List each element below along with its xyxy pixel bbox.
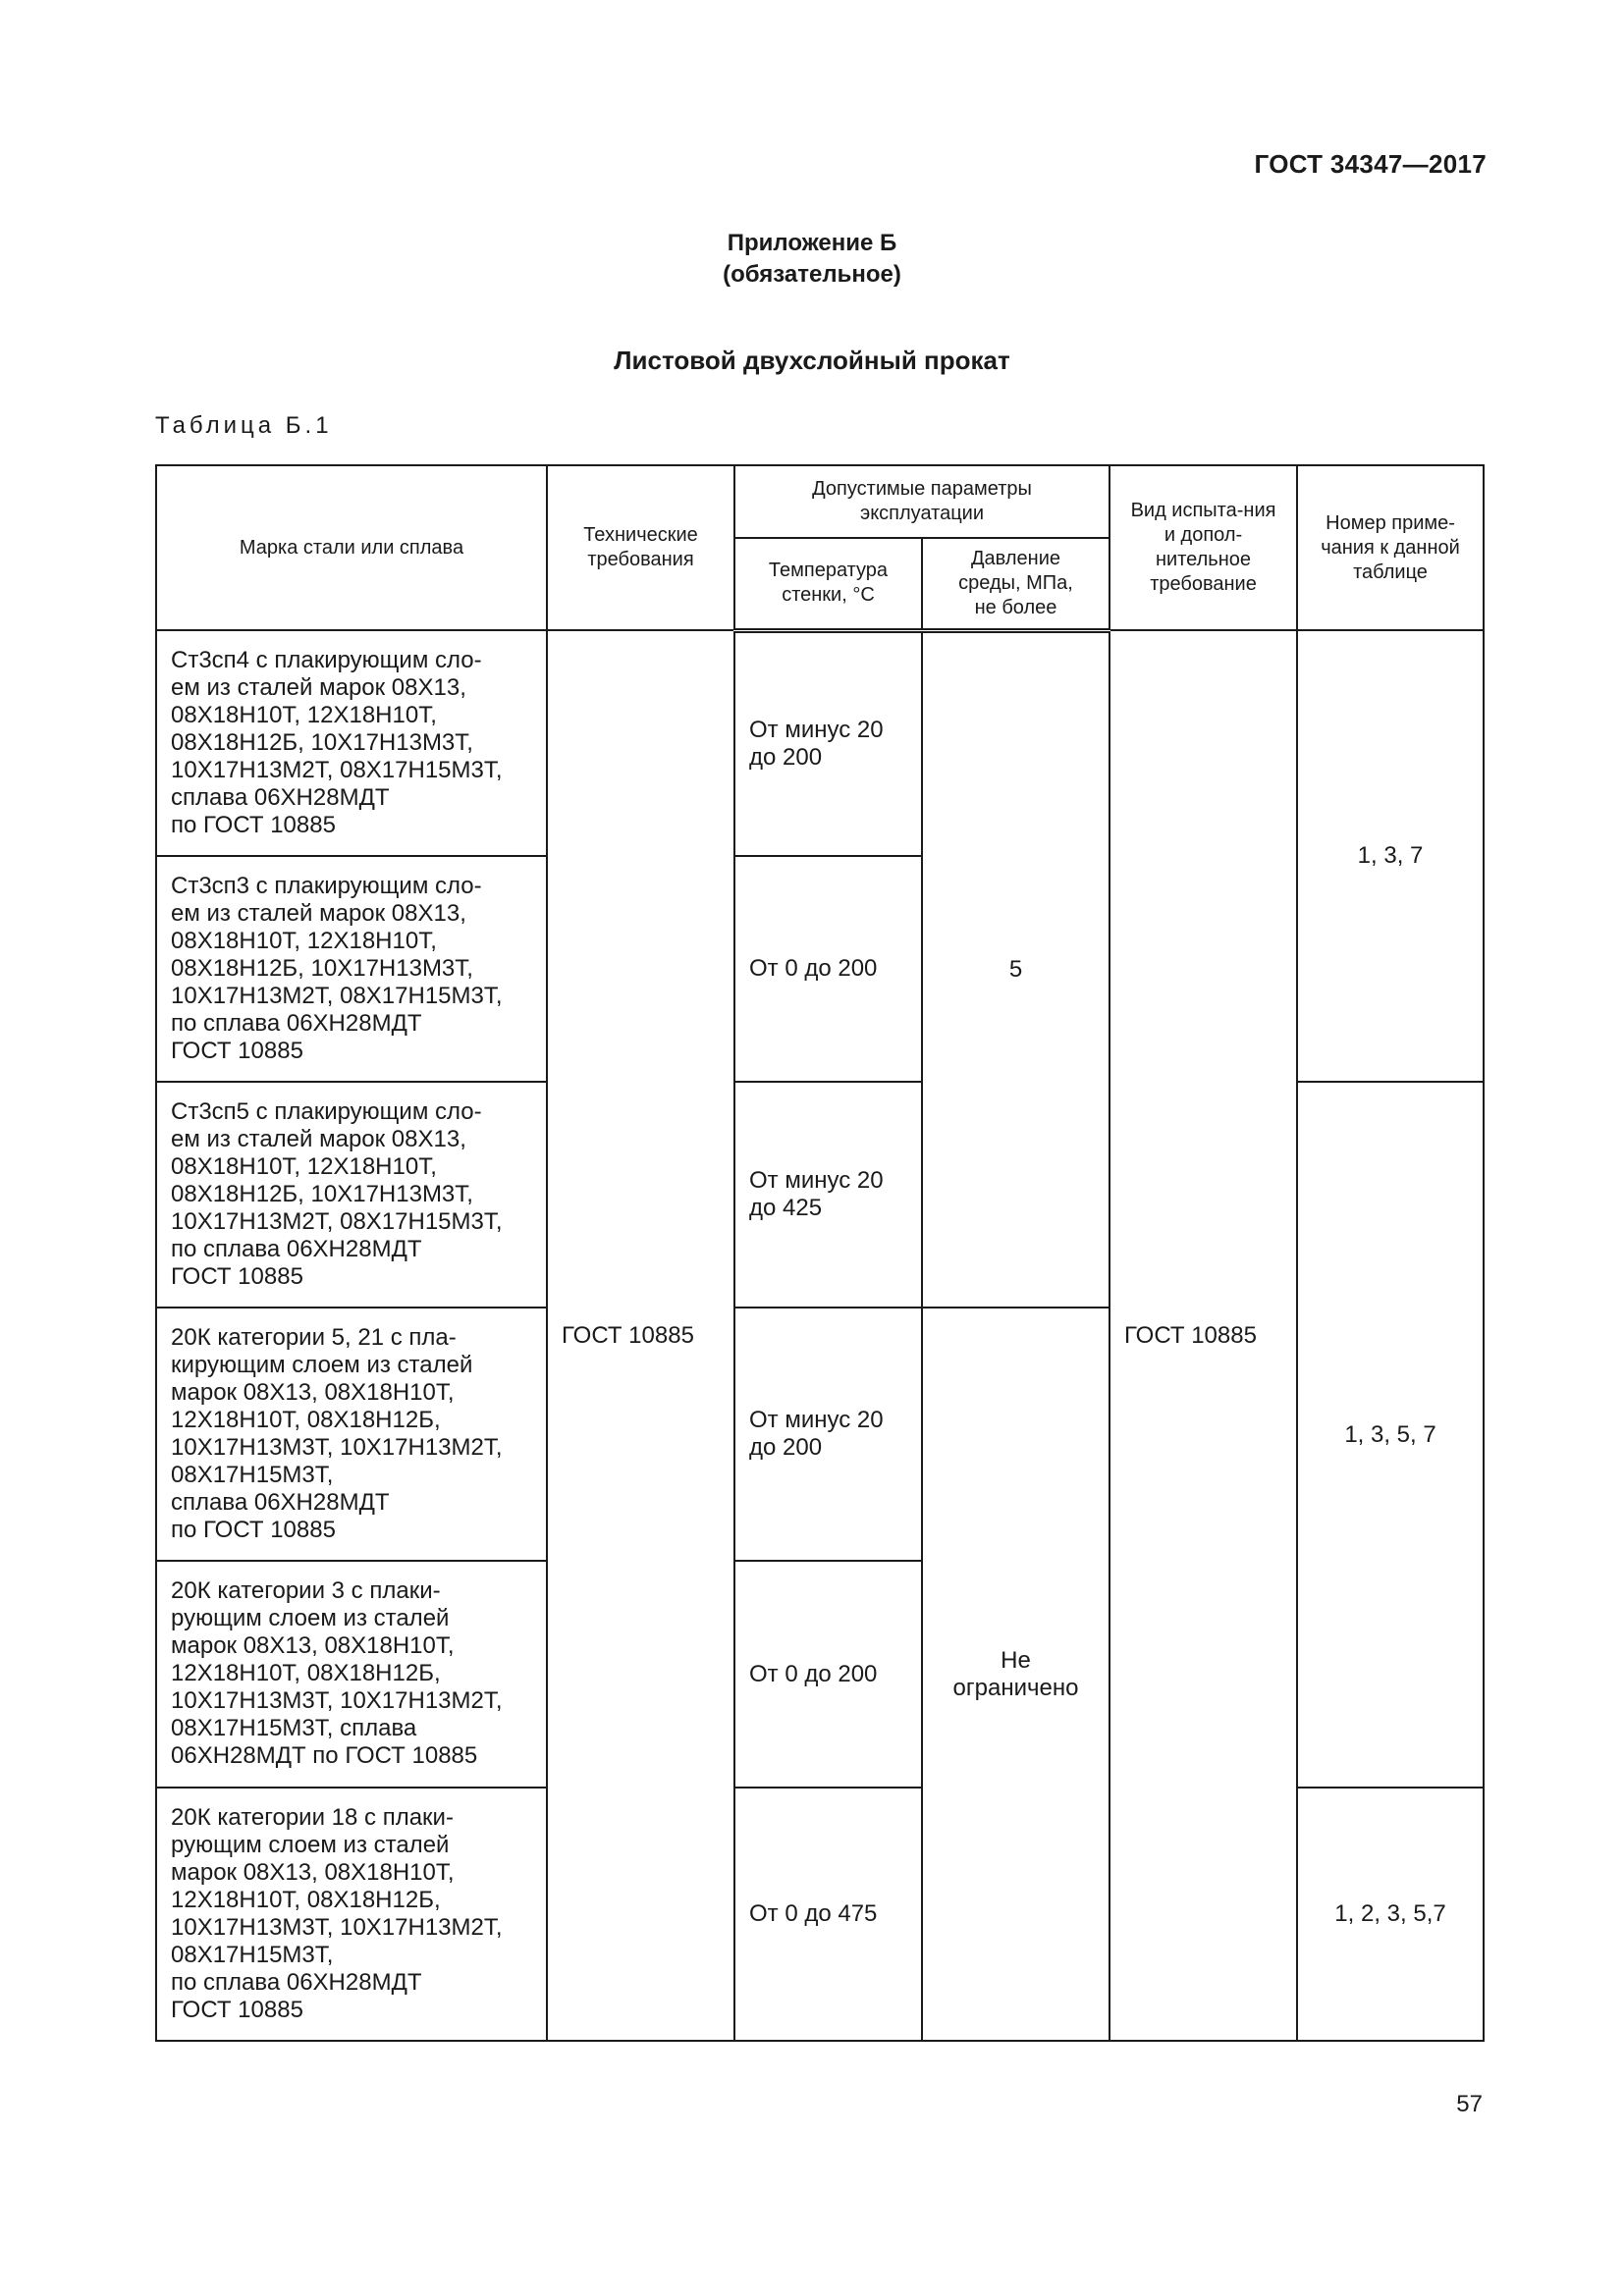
doc-code: ГОСТ 34347—2017 — [1254, 149, 1487, 179]
header-temperature: Температура стенки, °С — [734, 538, 922, 630]
temperature-cell: От 0 до 475 — [734, 1788, 922, 2041]
header-tech: Технические требования — [547, 465, 734, 630]
table-caption: Таблица Б.1 — [155, 412, 333, 439]
header-note: Номер приме-чания к данной таблице — [1297, 465, 1484, 630]
header-params-group: Допустимые параметры эксплуатации — [734, 465, 1110, 538]
header-pressure: Давление среды, МПа, не более — [922, 538, 1110, 630]
temperature-cell: От минус 20 до 200 — [734, 1308, 922, 1561]
appendix-heading — [0, 228, 1624, 291]
grade-cell — [156, 1082, 547, 1308]
tech-requirements-cell: ГОСТ 10885 — [547, 630, 734, 2041]
note-cell: 1, 3, 7 — [1297, 630, 1484, 1082]
header-test: Вид испыта-ния и допол-нительное требование — [1110, 465, 1297, 630]
temperature-cell: От 0 до 200 — [734, 1561, 922, 1788]
pressure-cell: 5 — [922, 630, 1110, 1308]
temperature-cell: От минус 20 до 425 — [734, 1082, 922, 1308]
page-number: 57 — [1456, 2091, 1483, 2117]
note-cell: 1, 2, 3, 5,7 — [1297, 1788, 1484, 2041]
table-row — [156, 630, 1484, 856]
appendix-status: (обязательное) — [723, 261, 901, 288]
header-grade: Марка стали или сплава — [156, 465, 547, 630]
grade-cell — [156, 1561, 547, 1788]
grade-text: 20К категории 5, 21 с пла- кирующим слоем из сталей марок 08Х13, 08Х18Н10Т, 12Х18Н10Т, 08Х18Н12Б, 10Х17Н13М3Т, 10Х17Н13М2Т, 08Х17Н15М3Т, сплава 06ХН28МДТ по ГОСТ 10885 — [171, 1324, 503, 1543]
test-requirements-cell: ГОСТ 10885 — [1110, 630, 1297, 2041]
grade-cell — [156, 1308, 547, 1561]
temperature-cell: От минус 20 до 200 — [734, 630, 922, 856]
appendix-title: Приложение Б — [727, 230, 897, 256]
grade-text: Ст3сп5 с плакирующим сло- ем из сталей марок 08Х13, 08Х18Н10Т, 12Х18Н10Т, 08Х18Н12Б, 10Х17Н13М3Т, 10Х17Н13М2Т, 08Х17Н15М3Т, по сплава 06ХН28МДТ ГОСТ 10885 — [171, 1098, 503, 1290]
grade-text: Ст3сп4 с плакирующим сло- ем из сталей марок 08Х13, 08Х18Н10Т, 12Х18Н10Т, 08Х18Н12Б, 10Х17Н13М3Т, 10Х17Н13М2Т, 08Х17Н15М3Т, сплава 06ХН28МДТ по ГОСТ 10885 — [171, 647, 503, 838]
steel-table — [155, 464, 1485, 2042]
grade-cell — [156, 1788, 547, 2041]
pressure-cell: Не ограничено — [922, 1308, 1110, 2041]
grade-text: 20К категории 3 с плаки- рующим слоем из сталей марок 08Х13, 08Х18Н10Т, 12Х18Н10Т, 08Х18Н12Б, 10Х17Н13М3Т, 10Х17Н13М2Т, 08Х17Н15М3Т, сплава 06ХН28МДТ по ГОСТ 10885 — [171, 1577, 503, 1769]
grade-text: Ст3сп3 с плакирующим сло- ем из сталей марок 08Х13, 08Х18Н10Т, 12Х18Н10Т, 08Х18Н12Б, 10Х17Н13М3Т, 10Х17Н13М2Т, 08Х17Н15М3Т, по сплава 06ХН28МДТ ГОСТ 10885 — [171, 873, 503, 1064]
page-title: Листовой двухслойный прокат — [614, 346, 1010, 375]
note-cell: 1, 3, 5, 7 — [1297, 1082, 1484, 1788]
grade-cell — [156, 856, 547, 1082]
table-container — [155, 464, 1483, 2042]
temperature-cell: От 0 до 200 — [734, 856, 922, 1082]
grade-cell — [156, 630, 547, 856]
grade-text: 20К категории 18 с плаки- рующим слоем из сталей марок 08Х13, 08Х18Н10Т, 12Х18Н10Т, 08Х18Н12Б, 10Х17Н13М3Т, 10Х17Н13М2Т, 08Х17Н15М3Т, по сплава 06ХН28МДТ ГОСТ 10885 — [171, 1804, 503, 2023]
